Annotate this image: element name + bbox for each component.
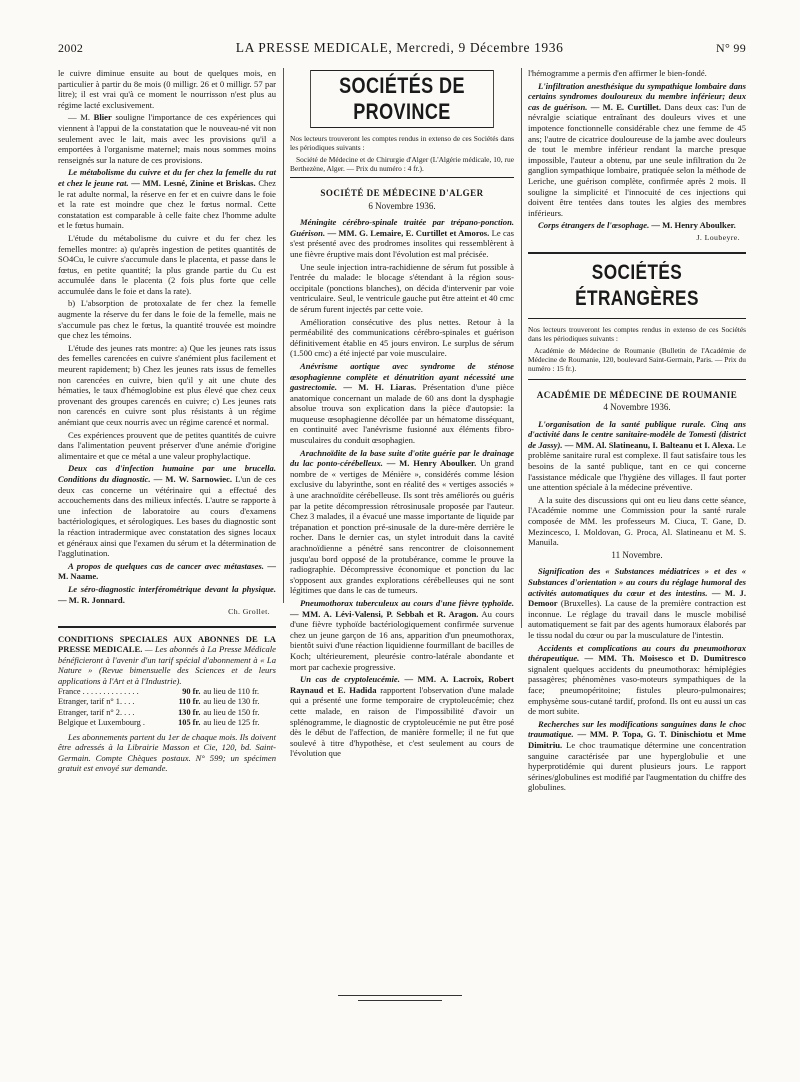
paragraph: Une seule injection intra-rachidienne de sérum fut possible à l'entrée du malade: le blocage s'étendant à la région sous-occipitale (ponctions blanches), on décida d'intervenir par voie ventriculaire. Seul, le ventricule gauche put être atteint et 40 cmc de sérum furent injectés par cette voie. [290, 261, 514, 314]
article-title: Signification des « Substances médiatrices » et des « Substances d'orientation » au cours du réglage humoral des activités automatiques du cœur et des intestins. [528, 566, 746, 598]
signature: J. Loubeyre. [696, 232, 740, 242]
session-date: 11 Novembre. [611, 549, 663, 560]
article-title: Un cas de cryptoleucémie. [300, 674, 400, 685]
price-row [58, 687, 276, 698]
article: Signification des « Substances médiatrices » et des « Substances d'orientation » au cours du réglage humoral des activités automatiques du cœur et des intestins. — M. J. Demoor (Bruxelles). La cause de la première contraction est inconnue. Le réglage du travail dans le muscle mobilisé automatiquement se fait par des agents humoraux élaborés par le tissu nodal du cœur ou par la musculature de l'intestin. [528, 566, 746, 640]
article-authors: — M. Henry Aboulker. [382, 458, 477, 469]
article-title: Pneumothorax tuberculeux au cours d'une fièvre typhoïde. [300, 597, 514, 608]
price-row [58, 697, 276, 708]
price-was: au lieu de 125 fr. [203, 718, 260, 728]
article-authors: — M. E. Curtillet. [587, 101, 662, 112]
society-name: ACADÉMIE DE MÉDECINE DE ROUMANIE [536, 389, 738, 400]
column-left [58, 68, 276, 774]
price-label: Etranger, tarif n° 2. . . . [58, 707, 135, 717]
article: Le métabolisme du cuivre et du fer chez la femelle du rat et chez le jeune rat. — MM. Lesné, Zinine et Briskas. Chez le rat adulte normal, la réserve en fer et en cuivre dans le foie et la rate est moindre que chez le fœtus normal. Cette constatation est comparable à celle faite chez l'homme adulte et le fœtus humain. [58, 167, 276, 231]
divider [528, 252, 746, 254]
section-title: SOCIÉTÉS DE PROVINCE [310, 70, 494, 128]
page-header [58, 40, 746, 62]
article: Deux cas d'infection humaine par une brucella. Conditions du diagnostic. — M. W. Sarnowiec. L'un de ces deux cas concerne un vétérinaire qui a effectué des accouchements dans des milieux infectés. L'autre se rapporte à une infection de laboratoire au cours d'examens bactériologiques, et sérologiques. Les bases du diagnostic sont la réaction intradermique avec constatation des signes locaux et généraux ainsi que l'examen du sérum et la détermination de l'agglutination. [58, 463, 276, 559]
column-rule-right [521, 68, 522, 628]
article-title: Arachnoïdite de la base suite d'otite guérie par le drainage du lac ponto-cérébelleux. [290, 447, 514, 469]
end-rule [358, 1000, 442, 1001]
article: Un cas de cryptoleucémie. — MM. A. Lacroix, Robert Raynaud et E. Hadida rapportent l'observation d'une malade qui a présenté une forme temporaire de cryptoleucémie; chez cette malade, en raison de l'impossibilité d'avoir un splénogramme, le diagnostic de cryptoleucémie ne put être posé dès le début de l'affection, de manière formelle; il ne fut que soulevé à titre d'hypothèse, et c'est seulement au cours de l'évolution que [290, 674, 514, 759]
price-was: au lieu de 150 fr. [203, 707, 260, 717]
article-authors: — M. R. Jonnard. [58, 594, 125, 605]
newspaper-page [58, 40, 746, 1060]
page-number: 2002 [58, 41, 84, 55]
subscription-footer: Les abonnements partent du 1er de chaque mois. Ils doivent être adressés à la Librairie Masson et Cie, 120, bd. Saint-Germain. Compte Chèques postaux. N° 599; un spécimen gratuit est envoyé sur demande. [58, 731, 276, 774]
article-authors: — M. H. Liaras. [337, 382, 417, 393]
subscription-title: CONDITIONS SPECIALES AUX ABONNES DE LA PRESSE MEDICALE. [58, 633, 276, 655]
divider [58, 626, 276, 628]
article: Arachnoïdite de la base suite d'otite guérie par le drainage du lac ponto-cérébelleux. — M. Henry Aboulker. Un grand nombre de « vertiges de Ménière », considérés comme lésion exclusive du labyrinthe, sont en réalité des « vertiges associés » à une arachnoïdite cérébelleuse. Ils sont très améliorés ou guéris par la petite décompression rétrosinusale proposée par l'auteur. Chez 3 malades, il a évacué une masse importante de liquide par trépanation et ponction pré-sinusale de la dure-mère derrière le rocher. Dans le dernier cas, un stylet introduit dans la cavité arachnoïdienne a pénétré sans rencontrer de cloisonnement jusqu'au bord opposé de la protubérance, comme le prouve la radiographie. Décompressive économique et ponction du lac s'opposent aux grandes explorations cérébelleuses qui ne sont légitimes que dans le cas de tumeurs. [290, 447, 514, 596]
price-label: Etranger, tarif n° 1. . . . [58, 697, 135, 707]
subscription-intro: CONDITIONS SPECIALES AUX ABONNES DE LA PRESSE MEDICALE. — Les abonnés à La Presse Médicale bénéficieront à l'avenir d'un tarif spécial d'abonnement à « La Nature » (Revue bimensuelle des Sciences et de leurs applications à l'Art et à l'Industrie). [58, 633, 276, 687]
article-title: A propos de quelques cas de cancer avec métastases. [68, 560, 264, 571]
article: Recherches sur les modifications sanguines dans le choc traumatique. — MM. P. Topa, G. T. Dinischiotu et Mme Dimitriu. Le choc traumatique détermine une concentration sanguine caractérisée par une hyperglobulie et une hyperprotidémie qui durent plusieurs jours. Le rapport sérines/globulines est modifié par l'augmentation du chiffre des globulines. [528, 718, 746, 793]
article-authors: — MM. P. Topa, G. T. Dinischiotu et Mme Dimitriu. [528, 729, 746, 750]
article: Accidents et complications au cours du pneumothorax thérapeutique. — MM. Th. Moisesco et D. Dumitresco signalent quelques accidents du pneumothorax: hémiplégies passagères; phénomènes vaso-moteurs sympathiques de la face; pneumopéritoine; fistules pleuro-pulmonaires; emphysème sous-cutané tardif, profond. Ils ont eu aussi un cas de mort subite. [528, 642, 746, 717]
price-row [58, 718, 276, 729]
article-title: Méningite cérébro-spinale traitée par trépano-ponction. Guérison. [290, 217, 514, 238]
article-title: Le séro-diagnostic interférométrique devant la physique. [68, 583, 276, 594]
article-authors: — MM. Th. Moisesco et D. Dumitresco [579, 653, 746, 664]
paragraph: l'hémogramme a permis d'en affirmer le bien-fondé. [528, 68, 707, 78]
section-note-ref: Société de Médecine et de Chirurgie d'Alger (L'Algérie médicale, 10, rue Berthezène, Alger. — Prix du numéro : 4 fr.). [290, 155, 514, 173]
price-table [58, 687, 276, 729]
session-date: 4 Novembre 1936. [603, 402, 671, 413]
article-authors: — M. W. Sarnowiec. [150, 473, 233, 484]
article-title: Corps étrangers de l'œsophage. [538, 220, 650, 231]
issue-number: N° 99 [716, 41, 746, 55]
divider [528, 379, 746, 380]
article: Anévrisme aortique avec syndrome de sténose œsophagienne complète et dénutrition ayant nécessité une gastrectomie. — M. H. Liaras. Présentation d'une pièce anatomique concernant un malade de 60 ans dont la dysphagie absolue trouva son explication dans la pièce d'autopsie: la muqueuse œsophagienne décollée par un hématome disséquant, en continuité avec l'anévrisme fusionné aux éléments fibro-musculaires du conduit œsophagien. [290, 360, 514, 446]
paragraph: L'étude du métabolisme du cuivre et du fer chez les femelles montre: a) qu'après ingestion de petites quantités de SO4Cu, le cuivre s'accumule dans le placenta, et passe dans le fœtus, en petite quantité; la plus grande partie du Cu est accumulée dans le placenta (2 fois plus forte que celle accumulée dans le foie et dans la rate). [58, 232, 276, 296]
paragraph: le cuivre diminue ensuite au bout de quelques mois, en particulier à partir du 8e mois (0 milligr. 26 et 0 milligr. 57 par litre); il est vrai qu'à ce moment le nourrisson n'est plus au régime lacté exclusivement. [58, 68, 276, 110]
subscription-box [58, 634, 276, 774]
section-title: SOCIÉTÉS ÉTRANGÈRES [575, 260, 699, 310]
signature: Ch. Grollet. [228, 607, 270, 617]
column-right [528, 68, 746, 793]
column-rule-left [283, 68, 284, 603]
author-name: Blier [93, 112, 112, 123]
price-was: au lieu de 110 fr. [203, 686, 260, 696]
section-note: Nos lecteurs trouveront les comptes rendus in extenso de ces Sociétés dans les périodiques suivants : [290, 134, 514, 152]
article [528, 220, 746, 231]
article-authors: — M. Henry Aboulker. [649, 220, 736, 231]
session-date: 6 Novembre 1936. [368, 200, 436, 211]
article-authors: — MM. Al. Slatineanu, I. Balteanu et I. Alexa. [562, 439, 735, 450]
article-title: Recherches sur les modifications sanguines dans le choc traumatique. [528, 718, 746, 740]
article: L'organisation de la santé publique rurale. Cinq ans d'activité dans le centre sanitaire-modèle de Tomesti (district de Jassy). — MM. Al. Slatineanu, I. Balteanu et I. Alexa. Le problème sanitaire rural est complexe. Il faut satisfaire tous les besoins de la santé publique, tant en ce qui concerne l'assistance médicale que l'hygiène des villages. Il faut porter une attention spéciale à la médecine préventive. [528, 418, 746, 493]
section-header [290, 70, 514, 178]
article-authors: — MM. Lesné, Zinine et Briskas. [128, 177, 256, 188]
article [58, 561, 276, 582]
price-row [58, 708, 276, 719]
price-price: 130 fr. [178, 707, 201, 717]
article-title: Anévrisme aortique avec syndrome de sténose œsophagienne complète et dénutrition ayant nécessité une gastrectomie. [290, 360, 514, 393]
article-authors: — MM. G. Lemaire, E. Curtillet et Amoros. [325, 227, 490, 238]
article: Méningite cérébro-spinale traitée par trépano-ponction. Guérison. — MM. G. Lemaire, E. Curtillet et Amoros. Le cas s'est présenté avec des prodromes insolites qui ressemblèrent à une fièvre éruptive mais dont l'évolution est mal précisée. [290, 217, 514, 259]
paragraph: L'étude des jeunes rats montre: a) Que les jeunes rats issus des femelles carencées en cuivre s'anémient plus facilement et meurent rapidement; b) Chez les jeunes rats issus de femelles non carencées en cuivre, bien qu'il y ait une chute des hématies, le taux d'hémoglobine est plus élevé que chez ceux provenant des groupes carencés en cuivre; c) Les jeunes rats non carencés en cuivre sont plus résistants à un régime anémiant que ceux nourris avec un régime carencé et normal. [58, 342, 276, 427]
section-note: Nos lecteurs trouveront les comptes rendus in extenso de ces Sociétés dans les périodiques suivants : [528, 324, 746, 343]
article-title: L'infiltration anesthésique du sympathique lombaire dans certains syndromes douloureux du membre inférieur; deux cas de guérison. [528, 80, 746, 112]
article-authors: — MM. A. Lévi-Valensi, P. Sebbah et R. Aragon. [290, 608, 479, 619]
article-title: L'organisation de la santé publique rurale. Cinq ans d'activité dans le centre sanitaire-modèle de Tomesti (district de Jassy). [528, 418, 746, 450]
article-title: Accidents et complications au cours du pneumothorax thérapeutique. [528, 642, 746, 664]
end-rule [338, 995, 462, 996]
journal-title: LA PRESSE MEDICALE, Mercredi, 9 Décembre 1936 [235, 40, 564, 55]
article-title: Deux cas d'infection humaine par une brucella. Conditions du diagnostic. [58, 463, 276, 484]
paragraph: Amélioration consécutive des plus nettes. Retour à la perméabilité des communications cérébro-spinales et guérison définitivement établie en 45 jours environ. Le surplus de sérum (1.500 cmc) a été injecté par voie musculaire. [290, 316, 514, 359]
column-center [290, 68, 514, 759]
article-title: Le métabolisme du cuivre et du fer chez la femelle du rat et chez le jeune rat. [58, 167, 276, 188]
paragraph: — M. Blier souligne l'importance de ces expériences qui viennent à l'appui de la constatation que le nouveau-né vit non seulement avec le lait, mais avec les provisions qu'il a emportées à l'organisme maternel; mais nous sommes moins renseignés sur la nature de ces provisions. [58, 112, 276, 165]
price-price: 110 fr. [178, 697, 201, 707]
article [58, 584, 276, 605]
article: Pneumothorax tuberculeux au cours d'une fièvre typhoïde. — MM. A. Lévi-Valensi, P. Sebbah et R. Aragon. Au cours d'une fièvre typhoïde bactériologiquement confirmée survenue chez un jeune garçon de 16 ans, apparition d'un pneumothorax, bientôt suivi d'une réaction liquidienne fourmillant de bacilles de Koch; ultérieurement, pleurésie contro-latérale abondante et mort par cachexie progressive. [290, 597, 514, 672]
article: L'infiltration anesthésique du sympathique lombaire dans certains syndromes douloureux du membre inférieur; deux cas de guérison. — M. E. Curtillet. Dans deux cas: l'un de névralgie sciatique entraînant des douleurs vives et une impotence fonctionnelle considérable chez une femme de 45 ans; l'autre de cicatrice douloureuse de la jambe avec douleurs de tout le membre inférieur rendant la marche presque impossible, l'auteur a obtenu, par une seule infiltration du 2e ganglion sympathique lombaire, pratiquée selon la méthode de Leriche, une guérison complète, confirmée après 2 mois. Il souligne la simplicité et l'innocuité de ces injections qui doivent être tentées dans toutes les algies des membres inférieurs. [528, 80, 746, 218]
article-authors: — M. J. Demoor [528, 587, 746, 609]
price-label: France . . . . . . . . . . . . . . [58, 686, 139, 696]
price-was: au lieu de 130 fr. [203, 697, 260, 707]
price-price: 105 fr. [178, 718, 201, 728]
divider [528, 318, 746, 319]
paragraph: A la suite des discussions qui ont eu lieu dans cette séance, l'Académie nomme une Commission pour la santé rurale composée de MM. les professeurs M. Ciuca, T. Gane, D. Mezincesco, I. Moldovan, G. Proca, Al. Slatineanu et M. S. Manuila. [528, 494, 746, 548]
article-authors: — M. Naame. [58, 560, 276, 582]
paragraph: Ces expériences prouvent que de petites quantités de cuivre dans l'alimentation peuvent préserver d'une anémie d'origine alimentaire et que ce métal a une valeur prophylactique. [58, 429, 276, 461]
paragraph: b) L'absorption de protoxalate de fer chez la femelle augmente la réserve du fer dans le foie de la femelle, mais ne s'accumule pas chez le fœtus, la quantité trouvée est moindre que chez les témoins. [58, 298, 276, 341]
section-note-ref: Académie de Médecine de Roumanie (Bulletin de l'Académie de Médecine de Roumanie, 120, boulevard Saint-Germain, Paris. — Prix du numéro : 15 fr.). [528, 345, 746, 373]
article-authors: — MM. A. Lacroix, Robert Raynaud et E. Hadida [290, 674, 514, 695]
price-price: 90 fr. [182, 686, 201, 696]
society-name: SOCIÉTÉ DE MÉDECINE D'ALGER [320, 188, 484, 198]
price-label: Belgique et Luxembourg . [58, 718, 145, 728]
